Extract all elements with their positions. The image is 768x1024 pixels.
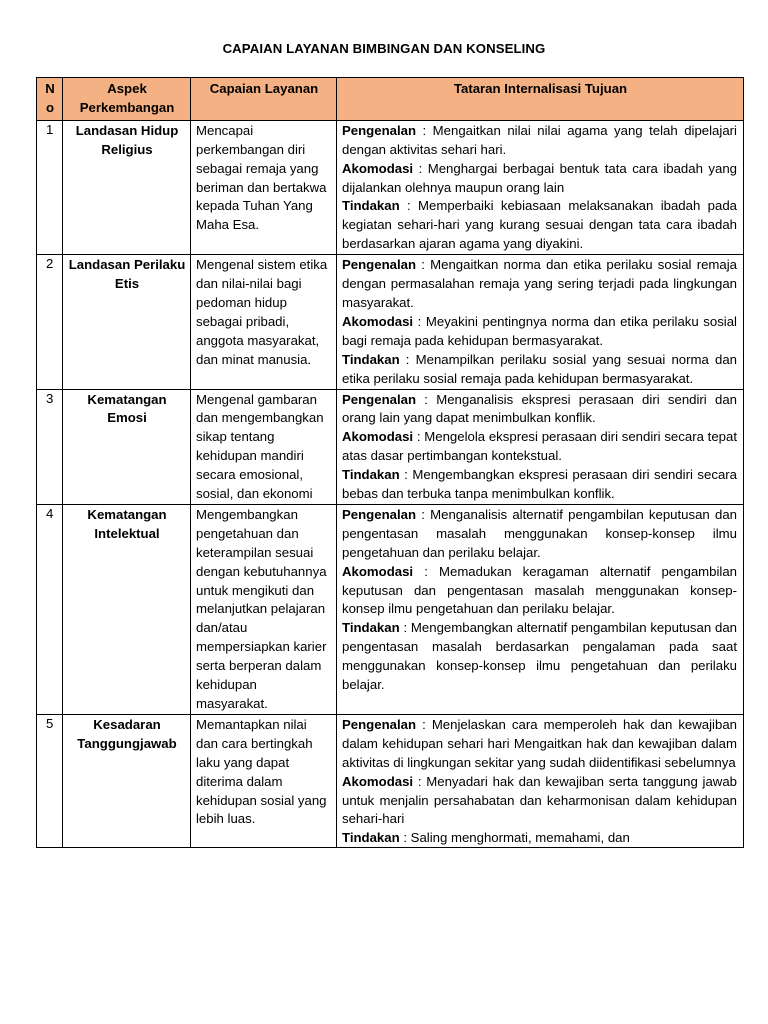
stage-text: Meyakini pentingnya norma dan etika perilaku sosial bagi remaja pada kehidupan bermasyarakat. [342, 313, 737, 348]
stage-label: Akomodasi [342, 313, 414, 329]
stage-pengenalan: Pengenalan : Menjelaskan cara memperoleh hak dan kewajiban dalam kehidupan sehari hari Mengaitkan hak dan kewajiban dalam aktivitas di lingkungan sekitar yang sudah diidentifikasi sebelumnya [342, 716, 737, 770]
stage-tindakan: Tindakan : Mengembangkan alternatif pengambilan keputusan dan pengentasan masalah berdasarkan pengalaman pada saat menggunakan konsep-konsep ilmu pengetahuan dan perilaku belajar. [342, 620, 737, 693]
capaian-cell: Mengembangkan pengetahuan dan keterampilan sesuai dengan kebutuhannya untuk mengikuti dan melanjutkan pelajaran dan/atau mempersiapkan karier serta berperan dalam kehidupan masyarakat. [191, 504, 337, 714]
stage-text: Menganalisis ekspresi perasaan diri sendiri dan orang lain yang dapat menimbulkan konflik. [342, 391, 737, 426]
stage-pengenalan: Pengenalan : Mengaitkan nilai nilai agama yang telah dipelajari dengan aktivitas sehari hari. [342, 122, 737, 157]
row-number: 2 [37, 255, 63, 389]
tataran-cell [337, 714, 744, 847]
stage-pengenalan: Pengenalan : Mengaitkan norma dan etika perilaku sosial remaja dengan permasalahan remaja yang sering terjadi pada lingkungan masyarakat. [342, 257, 738, 310]
stage-label: Pengenalan [342, 391, 417, 407]
stage-label: Tindakan [342, 198, 400, 214]
stage-label: Tindakan [342, 620, 400, 636]
stage-text: Menjelaskan cara memperoleh hak dan kewajiban dalam kehidupan sehari hari Mengaitkan hak dan kewajiban dalam aktivitas di lingkungan sekitar yang sudah diidentifikasi sebelumnya [342, 716, 737, 770]
stage-tindakan: Tindakan : Mengembangkan ekspresi perasaan diri sendiri secara bebas dan terbuka tanpa menimbulkan konflik. [342, 467, 737, 502]
aspek-cell: Landasan Perilaku Etis [63, 255, 191, 389]
header-no: N o [37, 78, 63, 121]
document-title: CAPAIAN LAYANAN BIMBINGAN DAN KONSELING [222, 41, 546, 56]
aspek-cell: Kematangan Intelektual [63, 504, 191, 714]
stage-tindakan: Tindakan : Memperbaiki kebiasaan melaksanakan ibadah pada kegiatan sehari-hari yang kurang sesuai dengan tata cara ibadah berdasarkan ajaran agama yang diyakini. [342, 198, 737, 252]
stage-label: Akomodasi [342, 563, 414, 579]
header-capaian: Capaian Layanan [191, 78, 337, 121]
table-row [37, 255, 744, 389]
stage-label: Pengenalan [342, 506, 417, 522]
capaian-cell: Mengenal gambaran dan mengembangkan sikap tentang kehidupan mandiri secara emosional, sosial, dan ekonomi [191, 389, 337, 504]
stage-text: Mengembangkan ekspresi perasaan diri sendiri secara bebas dan terbuka tanpa menimbulkan konflik. [342, 467, 737, 502]
table-row [37, 389, 744, 504]
row-number: 4 [37, 504, 63, 714]
tataran-cell [337, 120, 744, 254]
capaian-cell: Mengenal sistem etika dan nilai-nilai bagi pedoman hidup sebagai pribadi, anggota masyarakat, dan minat manusia. [191, 255, 337, 389]
stage-akomodasi: Akomodasi : Mengelola ekspresi perasaan diri sendiri secara tepat atas dasar pertimbangan kontekstual. [342, 429, 737, 464]
stage-tindakan: Tindakan : Saling menghormati, memahami, dan [342, 830, 630, 846]
stage-label: Pengenalan [342, 716, 417, 732]
stage-text: Menampilkan perilaku sosial yang sesuai norma dan etika perilaku sosial remaja pada kehidupan bermasyarakat. [342, 351, 737, 386]
row-number: 3 [37, 389, 63, 504]
stage-text: Mengaitkan norma dan etika perilaku sosial remaja dengan permasalahan remaja yang sering terjadi pada lingkungan masyarakat. [342, 257, 738, 310]
stage-label: Pengenalan [342, 257, 417, 273]
stage-tindakan: Tindakan : Menampilkan perilaku sosial yang sesuai norma dan etika perilaku sosial remaja pada kehidupan bermasyarakat. [342, 351, 737, 386]
stage-label: Akomodasi [342, 773, 414, 789]
stage-label: Akomodasi [342, 160, 414, 176]
stage-text: Menghargai berbagai bentuk tata cara ibadah yang dijalankan olehnya maupun orang lain [342, 160, 737, 195]
aspek-cell: Landasan Hidup Religius [63, 120, 191, 254]
table-row [37, 504, 744, 714]
row-number: 5 [37, 714, 63, 847]
table-row [37, 714, 744, 847]
stage-text: Memadukan keragaman alternatif pengambilan keputusan dan pengentasan masalah menggunakan konsep-konsep ilmu pengetahuan dan perilaku belajar. [342, 563, 737, 617]
capaian-cell: Mencapai perkembangan diri sebagai remaja yang beriman dan bertakwa kepada Tuhan Yang Maha Esa. [191, 120, 337, 254]
capaian-table [36, 77, 744, 848]
stage-label: Tindakan [342, 467, 400, 483]
stage-text: Mengembangkan alternatif pengambilan keputusan dan pengentasan masalah berdasarkan pengalaman pada saat menggunakan konsep-konsep ilmu pengetahuan dan perilaku belajar. [342, 620, 737, 693]
stage-text: Mengelola ekspresi perasaan diri sendiri secara tepat atas dasar pertimbangan kontekstual. [342, 429, 737, 464]
stage-label: Tindakan [342, 830, 400, 846]
tataran-cell [337, 504, 744, 714]
stage-akomodasi: Akomodasi : Meyakini pentingnya norma dan etika perilaku sosial bagi remaja pada kehidupan bermasyarakat. [342, 313, 737, 348]
tataran-cell [337, 389, 744, 504]
stage-label: Tindakan [342, 351, 400, 367]
header-aspek: Aspek Perkembangan [63, 78, 191, 121]
stage-text: Menganalisis alternatif pengambilan keputusan dan pengentasan masalah menggunakan konsep-konsep ilmu pengetahuan dan perilaku belajar. [342, 506, 737, 560]
stage-akomodasi: Akomodasi : Menghargai berbagai bentuk tata cara ibadah yang dijalankan olehnya maupun orang lain [342, 160, 737, 195]
row-number: 1 [37, 120, 63, 254]
stage-text: Mengaitkan nilai nilai agama yang telah dipelajari dengan aktivitas sehari hari. [342, 122, 737, 157]
stage-text: Memperbaiki kebiasaan melaksanakan ibadah pada kegiatan sehari-hari yang kurang sesuai dengan tata cara ibadah berdasarkan ajaran agama yang diyakini. [342, 198, 737, 252]
stage-pengenalan: Pengenalan : Menganalisis alternatif pengambilan keputusan dan pengentasan masalah menggunakan konsep-konsep ilmu pengetahuan dan perilaku belajar. [342, 506, 737, 560]
aspek-cell: Kesadaran Tanggungjawab [63, 714, 191, 847]
stage-pengenalan: Pengenalan : Menganalisis ekspresi perasaan diri sendiri dan orang lain yang dapat menimbulkan konflik. [342, 391, 737, 426]
capaian-cell: Memantapkan nilai dan cara bertingkah laku yang dapat diterima dalam kehidupan sosial yang lebih luas. [191, 714, 337, 847]
stage-label: Akomodasi [342, 429, 414, 445]
stage-text: Saling menghormati, memahami, dan [410, 830, 630, 846]
table-header-row [37, 78, 744, 121]
header-tataran: Tataran Internalisasi Tujuan [337, 78, 744, 121]
stage-akomodasi: Akomodasi : Menyadari hak dan kewajiban serta tanggung jawab untuk menjalin persahabatan dan keharmonisan dalam kehidupan sehari-hari [342, 773, 737, 827]
aspek-cell: Kematangan Emosi [63, 389, 191, 504]
tataran-cell [337, 255, 744, 389]
stage-akomodasi: Akomodasi : Memadukan keragaman alternatif pengambilan keputusan dan pengentasan masalah menggunakan konsep-konsep ilmu pengetahuan dan perilaku belajar. [342, 563, 737, 617]
stage-text: Menyadari hak dan kewajiban serta tanggung jawab untuk menjalin persahabatan dan keharmonisan dalam kehidupan sehari-hari [342, 773, 737, 827]
stage-label: Pengenalan [342, 122, 417, 138]
table-row [37, 120, 744, 254]
